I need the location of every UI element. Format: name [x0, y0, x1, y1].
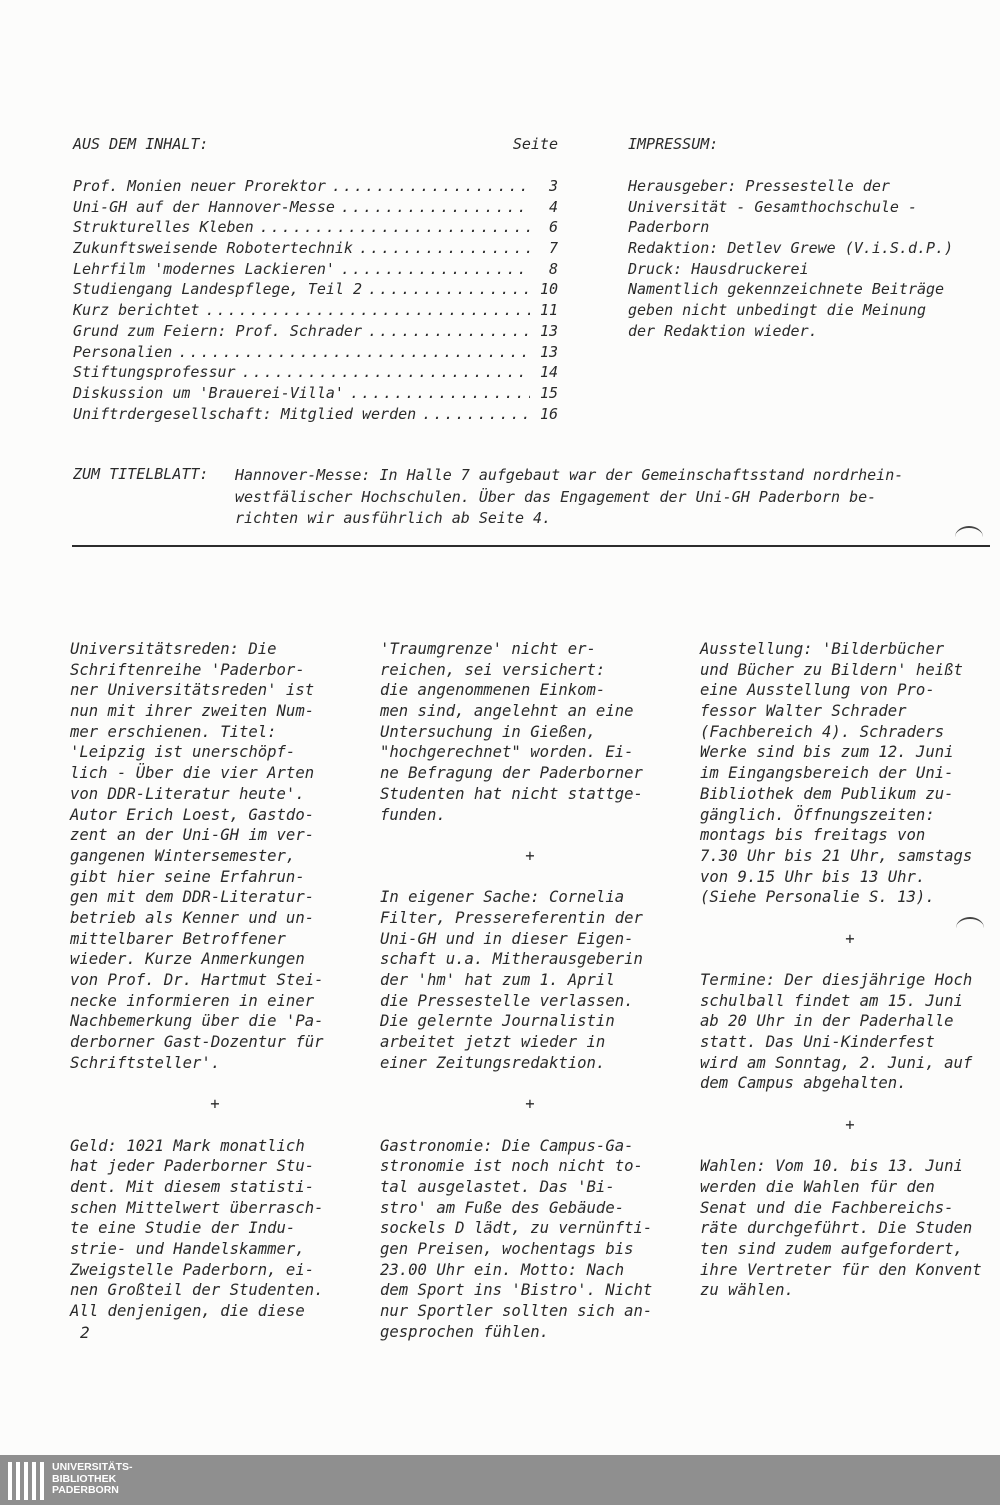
article-line: gangenen Wintersemester,	[70, 846, 296, 865]
article-line: ne Befragung der Paderborner	[380, 764, 643, 783]
toc-entry-title: Uniftrdergesellschaft: Mitglied werden	[73, 404, 417, 423]
toc-entry-page: 4	[548, 197, 558, 216]
article-line: Werke sind bis zum 12. Juni	[700, 743, 954, 762]
section-separator: +	[845, 929, 855, 948]
toc-entry-page: 14	[539, 363, 558, 382]
article-line: von 9.15 Uhr bis 13 Uhr.	[700, 867, 926, 886]
toc-leader-dots	[359, 238, 530, 259]
toc-entry	[73, 383, 558, 404]
article-line: montags bis freitags von	[700, 826, 926, 845]
spacer	[700, 949, 1000, 970]
article-line: Senat und die Fachbereichs-	[700, 1198, 954, 1217]
article-line: "hochgerechnet" worden. Ei-	[380, 743, 634, 762]
article-line: 'Traumgrenze' nicht er-	[380, 640, 596, 658]
horizontal-rule	[72, 545, 990, 547]
article-line: dent. Mit diesem statisti-	[70, 1177, 315, 1196]
toc-entry-page: 3	[548, 177, 558, 195]
toc-heading: AUS DEM INHALT:	[73, 135, 209, 153]
section-separator: +	[210, 1095, 220, 1114]
article-line: gänglich. Öffnungszeiten:	[700, 805, 935, 824]
article-line: Termine: Der diesjährige Hoch	[700, 971, 973, 989]
library-logo-line: PADERBORN	[52, 1484, 119, 1496]
toc-entry-title: Grund zum Feiern: Prof. Schrader	[73, 321, 362, 340]
toc-entry	[73, 176, 558, 197]
article-line: die angenommenen Einkom-	[380, 681, 606, 700]
library-logo-icon	[6, 1462, 46, 1500]
toc-entry	[73, 197, 558, 218]
spacer	[70, 1073, 360, 1094]
toc-entry-page: 6	[548, 218, 558, 237]
toc-leader-dots	[242, 362, 530, 383]
toc-entry-title: Kurz berichtet	[73, 301, 200, 320]
toc-entry	[73, 217, 558, 238]
article-line: men sind, angelehnt an eine	[380, 702, 634, 721]
toc-entry-title: Personalien	[73, 342, 173, 361]
library-logo-line: UNIVERSITÄTS-	[52, 1461, 133, 1473]
article-line: gen mit dem DDR-Literatur-	[70, 888, 315, 907]
toc-entry	[73, 300, 558, 321]
toc-entry-title: Stiftungsprofessur	[73, 363, 236, 382]
article-line: Filter, Pressereferentin der	[380, 908, 643, 927]
article-line: werden die Wahlen für den	[700, 1177, 935, 1196]
titelblatt-text	[235, 465, 1000, 530]
toc-entry	[73, 238, 558, 259]
spacer	[380, 1073, 680, 1094]
article-line: gesprochen fühlen.	[380, 1322, 549, 1341]
toc-leader-dots	[341, 197, 530, 218]
toc-page-heading: Seite	[512, 135, 558, 153]
article-line: lich - Über die vier Arten	[70, 764, 315, 783]
spacer	[380, 867, 680, 888]
article-line: statt. Das Uni-Kinderfest	[700, 1033, 935, 1052]
article-line: Untersuchung in Gießen,	[380, 722, 596, 741]
toc-entry-title: Zukunftsweisende Robotertechnik	[73, 239, 353, 258]
toc-leader-dots	[368, 321, 530, 342]
article-line: einer Zeitungsredaktion.	[380, 1053, 606, 1072]
article-line: arbeitet jetzt wieder in	[380, 1033, 606, 1052]
impressum-line: Herausgeber: Pressestelle der	[628, 177, 890, 195]
article-line: Bibliothek dem Publikum zu-	[700, 784, 954, 803]
article-line: von DDR-Literatur heute'.	[70, 784, 305, 803]
article-line: Universitätsreden: Die	[70, 640, 277, 658]
table-of-contents	[73, 176, 558, 424]
toc-entry-page: 15	[539, 383, 558, 402]
toc-entry-title: Uni-GH auf der Hannover-Messe	[73, 197, 335, 216]
titelblatt-label: ZUM TITELBLATT:	[73, 465, 209, 483]
article-line: Uni-GH und in dieser Eigen-	[380, 929, 634, 948]
section-separator: +	[525, 846, 535, 865]
toc-entry-page: 11	[539, 301, 558, 320]
impressum-line: Namentlich gekennzeichnete Beiträge	[628, 280, 945, 299]
article-line: Schriftsteller'.	[70, 1053, 221, 1072]
library-logo-text	[52, 1462, 133, 1497]
article-line: Gastronomie: Die Campus-Ga-	[380, 1136, 634, 1155]
article-line: All denjenigen, die diese	[70, 1302, 305, 1320]
toc-entry-title: Strukturelles Kleben	[73, 218, 254, 237]
article-line: dem Sport ins 'Bistro'. Nicht	[380, 1281, 653, 1300]
article-line: der 'hm' hat zum 1. April	[380, 971, 615, 989]
article-line: von Prof. Dr. Hartmut Stei-	[70, 971, 324, 989]
impressum-heading: IMPRESSUM:	[628, 135, 719, 153]
section-separator: +	[525, 1095, 535, 1114]
toc-entry-page: 8	[548, 259, 558, 278]
toc-entry	[73, 404, 558, 425]
article-column-2	[380, 639, 680, 1342]
section-separator: +	[845, 1115, 855, 1134]
toc-leader-dots	[350, 383, 530, 404]
article-column-1	[70, 639, 360, 1322]
article-line: 23.00 Uhr ein. Motto: Nach	[380, 1260, 625, 1279]
article-column-3	[700, 639, 1000, 1301]
article-line: 'Leipzig ist unerschöpf-	[70, 743, 296, 762]
spacer	[380, 1115, 680, 1136]
article-line: fessor Walter Schrader	[700, 702, 907, 721]
article-line: wird am Sonntag, 2. Juni, auf	[700, 1053, 973, 1072]
article-line: Zweigstelle Paderborn, ei-	[70, 1260, 315, 1279]
article-line: ten sind zudem aufgefordert,	[700, 1239, 963, 1258]
corner-mark-icon	[955, 526, 983, 548]
toc-leader-dots	[332, 176, 530, 197]
article-line: gen Preisen, wochentags bis	[380, 1239, 634, 1258]
impressum-block	[628, 176, 1000, 342]
article-line: reichen, sei versichert:	[380, 660, 606, 679]
article-line: mittelbarer Betroffener	[70, 929, 286, 948]
article-line: zu wählen.	[700, 1281, 794, 1300]
toc-entry-page: 13	[539, 321, 558, 340]
toc-leader-dots	[368, 279, 530, 300]
article-line: Nachbemerkung über die 'Pa-	[70, 1012, 324, 1031]
toc-leader-dots	[205, 300, 530, 321]
article-line: (Siehe Personalie S. 13).	[700, 888, 935, 907]
toc-entry-page: 13	[539, 342, 558, 361]
article-line: 7.30 Uhr bis 21 Uhr, samstags	[700, 846, 973, 865]
spacer	[380, 825, 680, 846]
article-line: Geld: 1021 Mark monatlich	[70, 1136, 305, 1155]
toc-leader-dots	[422, 404, 530, 425]
article-line: Die gelernte Journalistin	[380, 1012, 615, 1031]
impressum-line: geben nicht unbedingt die Meinung	[628, 301, 927, 320]
article-line: mer erschienen. Titel:	[70, 722, 277, 741]
article-line: gibt hier seine Erfahrun-	[70, 867, 305, 886]
article-line: stro' am Fuße des Gebäude-	[380, 1198, 625, 1217]
toc-entry-title: Lehrfilm 'modernes Lackieren'	[73, 259, 335, 278]
titelblatt-line: richten wir ausführlich ab Seite 4.	[235, 509, 552, 527]
toc-entry	[73, 321, 558, 342]
article-line: wieder. Kurze Anmerkungen	[70, 950, 305, 969]
article-line: sockels D lädt, zu vernünfti-	[380, 1219, 653, 1238]
article-line: dem Campus abgehalten.	[700, 1074, 907, 1093]
article-line: hat jeder Paderborner Stu-	[70, 1157, 315, 1176]
toc-entry	[73, 342, 558, 363]
toc-entry-page: 16	[539, 404, 558, 423]
page-number: 2	[80, 1323, 90, 1342]
titelblatt-line: westfälischer Hochschulen. Über das Engagement der Uni-GH Paderborn be-	[235, 487, 877, 506]
article-line: Studenten hat nicht stattge-	[380, 784, 643, 803]
article-line: ab 20 Uhr in der Paderhalle	[700, 1012, 954, 1031]
article-line: Wahlen: Vom 10. bis 13. Juni	[700, 1157, 963, 1176]
article-line: nun mit ihrer zweiten Num-	[70, 702, 315, 721]
article-line: tal ausgelastet. Das 'Bi-	[380, 1177, 615, 1196]
article-line: eine Ausstellung von Pro-	[700, 681, 935, 700]
article-line: funden.	[380, 805, 446, 824]
impressum-line: Druck: Hausdruckerei	[628, 259, 809, 278]
impressum-line: der Redaktion wieder.	[628, 321, 818, 340]
spacer	[700, 908, 1000, 929]
toc-entry-title: Diskussion um 'Brauerei-Villa'	[73, 383, 344, 402]
toc-heading-row	[73, 135, 558, 153]
library-footer-bar	[0, 1455, 1000, 1505]
toc-entry	[73, 259, 558, 280]
toc-leader-dots	[341, 259, 530, 280]
article-line: im Eingangsbereich der Uni-	[700, 764, 954, 783]
article-line: schaft u.a. Mitherausgeberin	[380, 950, 643, 969]
toc-entry-title: Prof. Monien neuer Prorektor	[73, 177, 326, 195]
article-line: nur Sportler sollten sich an-	[380, 1302, 653, 1320]
article-line: (Fachbereich 4). Schraders	[700, 722, 945, 741]
spacer	[700, 1094, 1000, 1115]
article-line: ihre Vertreter für den Konvent	[700, 1260, 982, 1279]
toc-entry	[73, 362, 558, 383]
toc-leader-dots	[178, 342, 530, 363]
titelblatt-line: Hannover-Messe: In Halle 7 aufgebaut war der Gemeinschaftsstand nordrhein-	[235, 466, 904, 484]
toc-entry-title: Studiengang Landespflege, Teil 2	[73, 280, 362, 299]
article-line: Schriftenreihe 'Paderbor-	[70, 660, 305, 679]
article-line: te eine Studie der Indu-	[70, 1219, 296, 1238]
article-line: ner Universitätsreden' ist	[70, 681, 315, 700]
toc-entry-page: 10	[539, 280, 558, 299]
article-line: die Pressestelle verlassen.	[380, 991, 634, 1010]
article-line: Autor Erich Loest, Gastdo-	[70, 805, 315, 824]
spacer	[70, 1115, 360, 1136]
article-line: und Bücher zu Bildern' heißt	[700, 660, 963, 679]
article-line: betrieb als Kenner und un-	[70, 908, 315, 927]
impressum-line: Redaktion: Detlev Grewe (V.i.S.d.P.)	[628, 239, 954, 258]
impressum-line: Paderborn	[628, 218, 710, 237]
article-line: In eigener Sache: Cornelia	[380, 888, 625, 907]
article-line: räte durchgeführt. Die Studen	[700, 1219, 973, 1238]
article-line: schulball findet am 15. Juni	[700, 991, 963, 1010]
impressum-line: Universität - Gesamthochschule -	[628, 197, 917, 216]
article-line: zent an der Uni-GH im ver-	[70, 826, 315, 845]
article-line: necke informieren in einer	[70, 991, 315, 1010]
article-line: nen Großteil der Studenten.	[70, 1281, 324, 1300]
article-line: stronomie ist noch nicht to-	[380, 1157, 643, 1176]
toc-leader-dots	[260, 217, 530, 238]
toc-entry-page: 7	[548, 239, 558, 258]
spacer	[700, 1136, 1000, 1157]
article-line: Ausstellung: 'Bilderbücher	[700, 640, 945, 658]
article-line: derborner Gast-Dozentur für	[70, 1033, 324, 1052]
article-line: schen Mittelwert überrasch-	[70, 1198, 324, 1217]
library-logo-line: BIBLIOTHEK	[52, 1472, 117, 1485]
toc-entry	[73, 279, 558, 300]
article-line: strie- und Handelskammer,	[70, 1239, 305, 1258]
